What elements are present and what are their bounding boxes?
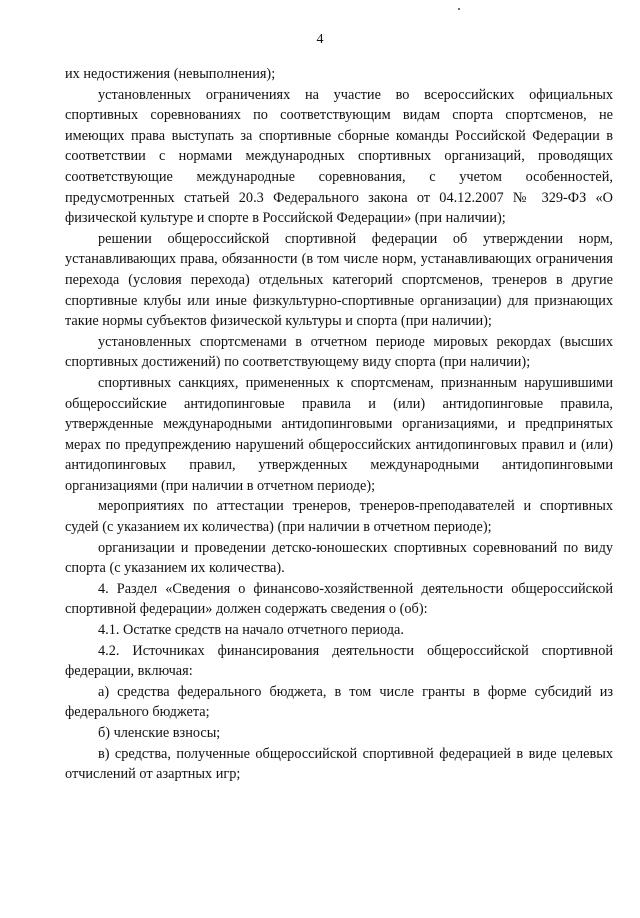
paragraph-federation-decision: решении общероссийской спортивной федерации об утверждении норм, устанавливающих права, обязанности (в том числе норм, устанавливающих ограничения перехода (условия перехода) отдельных категорий спортсменов, тренеров в другие спортивные клубы или иные физкультурно-спортивные организации) для признающих такие нормы субъектов физической культуры и спорта (при наличии); [65,230,613,330]
document-body [65,64,613,785]
paragraph-continuation: их недостижения (невыполнения); [65,66,276,82]
paragraph-restrictions: установленных ограничениях на участие во всероссийских официальных спортивных соревнованиях по соответствующим видам спорта спортсменов, не имеющих права выступать за спортивные сборные команды Российской Федерации в соответствии с нормами международных спортивных организаций, проводящих соответствующие международные соревнования, с учетом особенностей, предусмотренных статьей 20.3 Федерального закона от 04.12.2007 № 329-ФЗ «О физической культуре и спорте в Российской Федерации» (при наличии); [65,86,613,227]
paragraph-youth-competitions: организации и проведении детско-юношеских спортивных соревнований по виду спорта (с указанием их количества). [65,539,613,577]
paragraph-attestation: мероприятиях по аттестации тренеров, тренеров-преподавателей и спортивных судей (с указанием их количества) (при наличии в отчетном периоде); [65,498,613,536]
page-number: 4 [316,32,324,47]
scan-speck [458,8,460,10]
paragraph-4-2: 4.2. Источниках финансирования деятельности общероссийской спортивной федерации, включая: [65,642,613,680]
paragraph-item-a: а) средства федерального бюджета, в том числе гранты в форме субсидий из федерального бюджета; [65,683,613,721]
paragraph-item-b: б) членские взносы; [98,725,221,741]
paragraph-sport-sanctions: спортивных санкциях, примененных к спортсменам, признанным нарушившими общероссийские антидопинговые правила и (или) антидопинговые правила, утвержденные международными антидопинговыми организациями, и предпринятых мерах по предупреждению нарушений общероссийских антидопинговых правил и (или) антидопинговых правил, утвержденных международными антидопинговыми организациями (при наличии в отчетном периоде); [65,374,613,494]
paragraph-item-v: в) средства, полученные общероссийской спортивной федерацией в виде целевых отчислений от азартных игр; [65,745,613,783]
paragraph-4-1: 4.1. Остатке средств на начало отчетного периода. [98,622,404,639]
paragraph-world-records: установленных спортсменами в отчетном периоде мировых рекордах (высших спортивных достижений) по соответствующему виду спорта (при наличии); [65,333,613,371]
paragraph-section-4: 4. Раздел «Сведения о финансово-хозяйственной деятельности общероссийской спортивной федерации» должен содержать сведения о (об): [65,580,613,618]
